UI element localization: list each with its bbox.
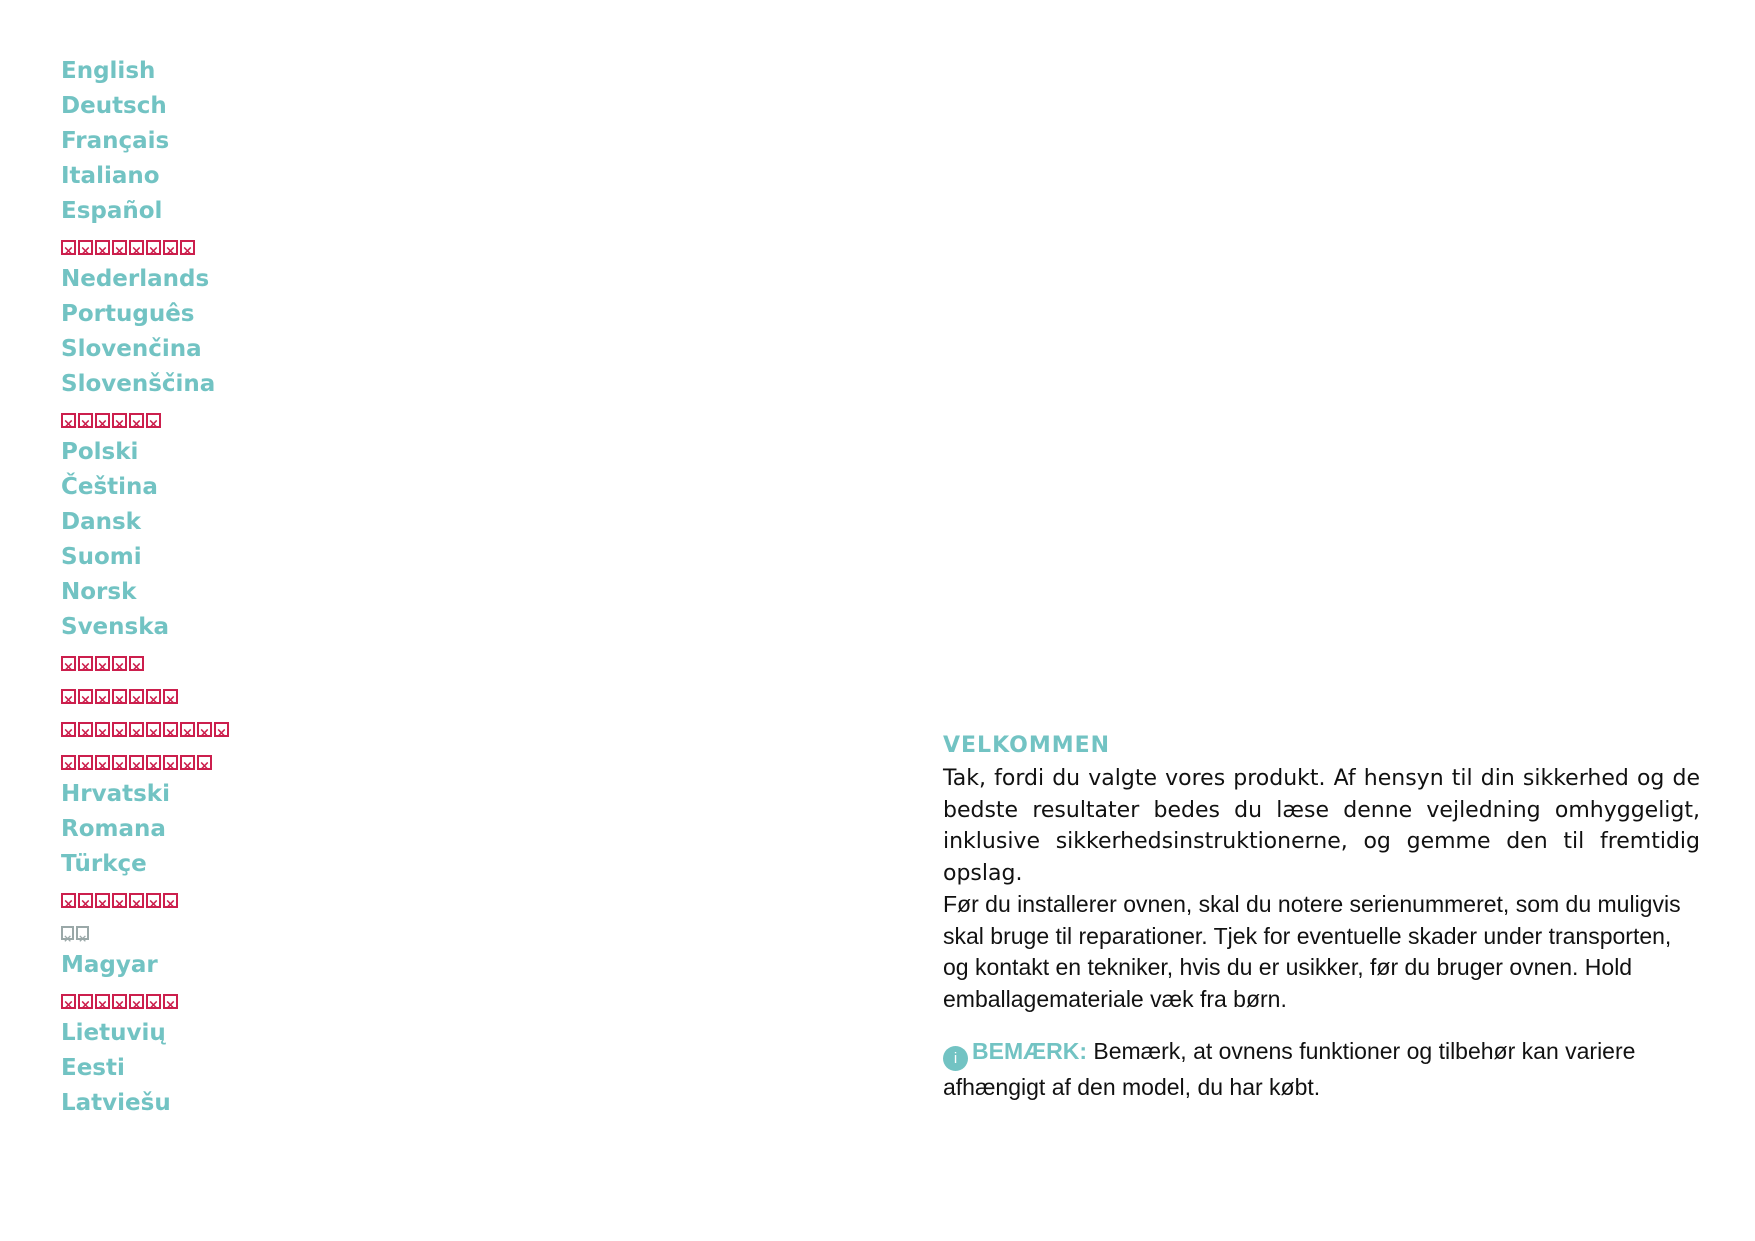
missing-glyph-row	[61, 747, 321, 777]
language-item: Svenska	[61, 614, 170, 640]
missing-glyph-icon	[78, 994, 93, 1009]
missing-glyph-icon	[197, 755, 212, 770]
missing-glyph-icon	[180, 722, 195, 737]
missing-glyph-row	[61, 918, 321, 948]
info-icon: i	[943, 1046, 968, 1071]
language-item: Türkçe	[61, 851, 147, 877]
missing-glyph-icon	[78, 413, 93, 428]
welcome-section	[943, 732, 1700, 1126]
note-text: Bemærk, at ovnens funktioner og tilbehør kan variere afhængigt af den model, du har købt.	[943, 1038, 1636, 1100]
missing-glyph-icon	[129, 240, 144, 255]
welcome-paragraph-installation: Før du installerer ovnen, skal du notere serienummeret, som du muligvis skal bruge til reparationer. Tjek for eventuelle skader under transporten, og kontakt en tekniker, hvis du er usikker, før du bruger ovnen. Hold emballagemateriale væk fra børn.	[943, 891, 1681, 1012]
welcome-paragraph-intro: Tak, fordi du valgte vores produkt. Af hensyn til din sikkerhed og de bedste resultater bedes du læse denne vejledning omhyggeligt, inklusive sikkerhedsinstruktionerne, og gemme den til fremtidig opslag.	[943, 766, 1700, 886]
language-item-unrendered	[61, 882, 321, 915]
missing-glyph-icon	[163, 994, 178, 1009]
missing-glyph-icon	[163, 755, 178, 770]
missing-glyph-icon	[180, 240, 195, 255]
missing-glyph-icon	[61, 994, 76, 1009]
missing-glyph-icon	[146, 240, 161, 255]
missing-glyph-icon	[129, 893, 144, 908]
language-item: Español	[61, 198, 163, 224]
missing-glyph-icon	[78, 893, 93, 908]
missing-glyph-icon	[129, 755, 144, 770]
language-item: Magyar	[61, 952, 158, 978]
missing-glyph-icon	[146, 722, 161, 737]
missing-glyph-icon	[61, 893, 76, 908]
missing-glyph-icon	[78, 689, 93, 704]
missing-glyph-icon	[163, 240, 178, 255]
language-item-unrendered	[61, 915, 321, 948]
missing-glyph-icon	[78, 240, 93, 255]
missing-glyph-row	[61, 405, 321, 435]
missing-glyph-icon	[78, 656, 93, 671]
language-item-unrendered	[61, 229, 321, 262]
missing-glyph-icon	[112, 656, 127, 671]
missing-glyph-icon	[95, 240, 110, 255]
language-item: English	[61, 58, 156, 84]
note-label: BEMÆRK:	[972, 1038, 1087, 1064]
language-item: Nederlands	[61, 266, 210, 292]
missing-glyph-icon	[163, 722, 178, 737]
language-item: Lietuvių	[61, 1020, 166, 1046]
language-item-unrendered	[61, 645, 321, 678]
language-item: Suomi	[61, 544, 142, 570]
missing-glyph-icon	[78, 722, 93, 737]
missing-glyph-icon	[112, 413, 127, 428]
missing-glyph-icon	[61, 240, 76, 255]
missing-glyph-row	[61, 714, 321, 744]
missing-glyph-icon	[197, 722, 212, 737]
missing-glyph-icon	[112, 755, 127, 770]
missing-glyph-icon	[129, 413, 144, 428]
missing-glyph-icon	[95, 755, 110, 770]
missing-glyph-icon	[146, 689, 161, 704]
missing-glyph-icon	[146, 413, 161, 428]
missing-glyph-icon	[112, 893, 127, 908]
note	[943, 1035, 1700, 1103]
missing-glyph-icon	[95, 893, 110, 908]
language-item: Hrvatski	[61, 781, 170, 807]
language-item: Romana	[61, 816, 166, 842]
missing-glyph-icon	[78, 755, 93, 770]
language-item-unrendered	[61, 711, 321, 744]
missing-glyph-icon	[112, 994, 127, 1009]
missing-glyph-icon	[61, 689, 76, 704]
language-item: Polski	[61, 439, 139, 465]
missing-glyph-row	[61, 232, 321, 262]
language-item-unrendered	[61, 983, 321, 1016]
language-item-unrendered	[61, 402, 321, 435]
missing-glyph-row	[61, 648, 321, 678]
missing-glyph-icon	[95, 722, 110, 737]
language-item: Slovenčina	[61, 336, 202, 362]
missing-glyph-icon	[112, 722, 127, 737]
missing-glyph-icon	[129, 722, 144, 737]
missing-glyph-row	[61, 885, 321, 915]
missing-glyph-icon	[61, 656, 76, 671]
language-item: Čeština	[61, 474, 158, 500]
language-item-unrendered	[61, 744, 321, 777]
missing-glyph-icon	[146, 994, 161, 1009]
missing-glyph-icon	[163, 689, 178, 704]
missing-glyph-row	[61, 986, 321, 1016]
missing-glyph-icon	[129, 994, 144, 1009]
language-item: Italiano	[61, 163, 160, 189]
missing-glyph-icon	[61, 722, 76, 737]
missing-glyph-icon	[95, 656, 110, 671]
language-item: Português	[61, 301, 195, 327]
language-item: Eesti	[61, 1055, 125, 1081]
missing-glyph-icon	[61, 926, 74, 940]
missing-glyph-icon	[163, 893, 178, 908]
language-item: Norsk	[61, 579, 137, 605]
missing-glyph-icon	[180, 755, 195, 770]
missing-glyph-icon	[129, 689, 144, 704]
missing-glyph-icon	[214, 722, 229, 737]
language-item: Slovenščina	[61, 371, 216, 397]
missing-glyph-icon	[146, 755, 161, 770]
language-item: Deutsch	[61, 93, 167, 119]
missing-glyph-icon	[61, 755, 76, 770]
language-list	[61, 54, 321, 1121]
missing-glyph-icon	[112, 240, 127, 255]
missing-glyph-icon	[95, 689, 110, 704]
missing-glyph-icon	[146, 893, 161, 908]
language-item: Latviešu	[61, 1090, 171, 1116]
missing-glyph-icon	[129, 656, 144, 671]
missing-glyph-icon	[95, 994, 110, 1009]
language-item: Dansk	[61, 509, 141, 535]
missing-glyph-icon	[61, 413, 76, 428]
missing-glyph-row	[61, 681, 321, 711]
language-item: Français	[61, 128, 170, 154]
missing-glyph-icon	[76, 926, 89, 940]
missing-glyph-icon	[95, 413, 110, 428]
language-item-unrendered	[61, 678, 321, 711]
missing-glyph-icon	[112, 689, 127, 704]
welcome-heading: VELKOMMEN	[943, 733, 1111, 758]
